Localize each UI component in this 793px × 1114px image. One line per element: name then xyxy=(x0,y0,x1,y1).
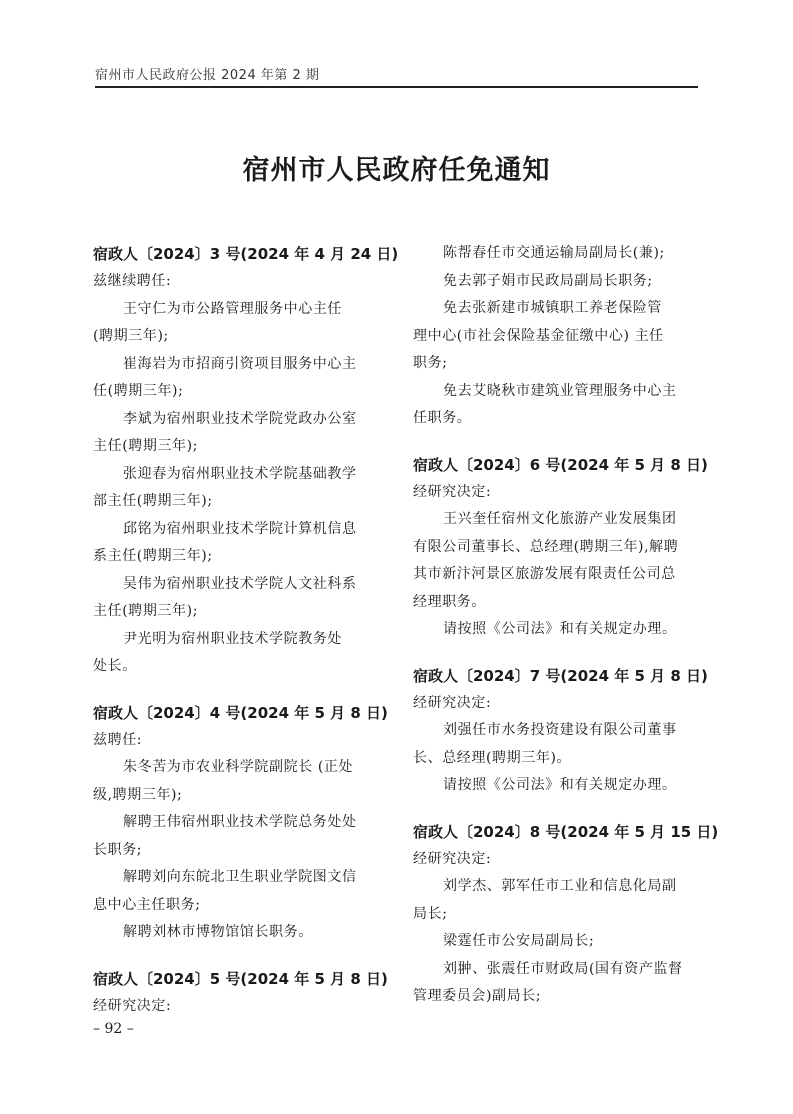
notice-line: 刘翀、张震任市财政局(国有资产监督 xyxy=(443,960,683,977)
section-gap xyxy=(93,681,376,699)
header-divider xyxy=(95,86,698,88)
notice-line: 请按照《公司法》和有关规定办理。 xyxy=(443,777,677,793)
notice-line: (聘期三年); xyxy=(93,328,169,344)
notice-line: 理中心(市社会保险基金征缴中心) 主任 xyxy=(413,327,664,344)
notice-heading: 宿政人〔2024〕8 号(2024 年 5 月 15 日) xyxy=(413,822,719,841)
notice-heading: 宿政人〔2024〕6 号(2024 年 5 月 8 日) xyxy=(413,455,708,474)
notice-line: 兹继续聘任: xyxy=(93,273,172,289)
notice-line: 任(聘期三年); xyxy=(93,383,184,399)
notice-line: 主任(聘期三年); xyxy=(93,438,199,454)
page-title: 宿州市人民政府任免通知 xyxy=(242,155,551,186)
notice-line: 部主任(聘期三年); xyxy=(93,493,213,509)
publication-header: 宿州市人民政府公报 2024 年第 2 期 xyxy=(95,68,320,83)
notice-line: 职务; xyxy=(413,355,448,371)
notice-line: 解聘刘向东皖北卫生职业学院图文信 xyxy=(123,869,357,885)
notice-line: 经研究决定: xyxy=(413,694,492,711)
notice-line: 王兴奎任宿州文化旅游产业发展集团 xyxy=(443,511,677,527)
notice-line: 经研究决定: xyxy=(93,997,172,1014)
notice-line: 长职务; xyxy=(93,841,143,858)
notice-section xyxy=(413,451,708,644)
notice-line: 息中心主任职务; xyxy=(93,896,201,913)
notice-line: 解聘刘林市博物馆馆长职务。 xyxy=(123,924,313,940)
section-gap xyxy=(413,644,696,662)
notice-heading: 宿政人〔2024〕7 号(2024 年 5 月 8 日) xyxy=(413,666,708,685)
notice-line: 管理委员会)副局长; xyxy=(413,988,542,1004)
notice-line: 刘学杰、郭军任市工业和信息化局副 xyxy=(443,878,677,894)
notice-line: 邱铭为宿州职业技术学院计算机信息 xyxy=(123,520,357,537)
notice-section xyxy=(413,240,696,433)
notice-line: 局长; xyxy=(413,905,448,922)
notice-line: 处长。 xyxy=(93,658,137,674)
notice-heading: 宿政人〔2024〕5 号(2024 年 5 月 8 日) xyxy=(93,969,388,988)
notice-line: 王守仁为市公路管理服务中心主任 xyxy=(123,300,342,317)
notice-line: 李斌为宿州职业技术学院党政办公室 xyxy=(123,410,357,427)
notice-line: 免去艾晓秋市建筑业管理服务中心主 xyxy=(443,382,677,399)
notice-line: 任职务。 xyxy=(413,410,472,426)
section-gap xyxy=(413,433,696,451)
notice-line: 免去张新建市城镇职工养老保险管 xyxy=(443,300,662,316)
notice-section xyxy=(93,240,399,681)
notice-line: 崔海岩为市招商引资项目服务中心主 xyxy=(123,355,357,372)
notice-line: 解聘王伟宿州职业技术学院总务处处 xyxy=(123,814,357,830)
notice-line: 吴伟为宿州职业技术学院人文社科系 xyxy=(123,575,357,592)
notice-line: 张迎春为宿州职业技术学院基础教学 xyxy=(123,465,357,482)
notice-line: 陈帮春任市交通运输局副局长(兼); xyxy=(443,245,665,261)
notice-line: 长、总经理(聘期三年)。 xyxy=(413,749,572,766)
notice-line: 有限公司董事长、总经理(聘期三年),解聘 xyxy=(413,538,679,555)
notice-heading: 宿政人〔2024〕4 号(2024 年 5 月 8 日) xyxy=(93,703,388,722)
notice-line: 梁霆任市公安局副局长; xyxy=(443,933,595,949)
notice-line: 其市新汴河景区旅游发展有限责任公司总 xyxy=(413,566,676,582)
notice-section xyxy=(413,818,719,1011)
notice-line: 免去郭子娟市民政局副局长职务; xyxy=(443,272,653,289)
notice-section xyxy=(413,662,708,800)
notice-line: 主任(聘期三年); xyxy=(93,603,199,619)
notice-line: 尹光明为宿州职业技术学院教务处 xyxy=(123,630,342,647)
notice-line: 经研究决定: xyxy=(413,850,492,867)
notice-line: 系主任(聘期三年); xyxy=(93,548,213,564)
notice-section xyxy=(93,699,388,947)
notice-line: 请按照《公司法》和有关规定办理。 xyxy=(443,621,677,637)
notice-line: 朱冬苦为市农业科学院副院长 (正处 xyxy=(123,759,354,775)
section-gap xyxy=(93,947,376,965)
notice-line: 经研究决定: xyxy=(413,483,492,500)
page-number: – 92 – xyxy=(93,1021,134,1037)
right-column xyxy=(413,240,719,1011)
section-gap xyxy=(413,800,696,818)
notice-heading: 宿政人〔2024〕3 号(2024 年 4 月 24 日) xyxy=(93,245,399,263)
notice-line: 经理职务。 xyxy=(413,593,486,610)
notice-section xyxy=(93,965,388,1021)
left-column xyxy=(93,240,399,1020)
notice-line: 刘强任市水务投资建设有限公司董事 xyxy=(443,722,677,738)
notice-line: 兹聘任: xyxy=(93,731,143,748)
notice-line: 级,聘期三年); xyxy=(93,786,183,803)
